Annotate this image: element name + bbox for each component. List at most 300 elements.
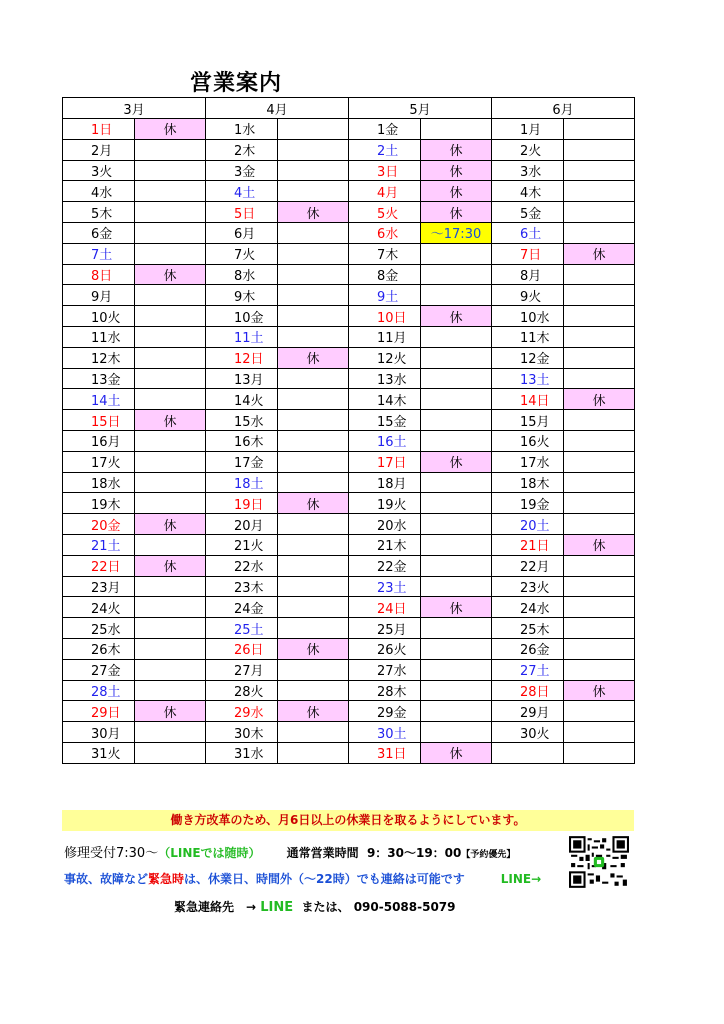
note-cell: [135, 430, 206, 451]
note-cell: [564, 326, 635, 347]
note-cell: [564, 638, 635, 659]
note-cell: [564, 202, 635, 223]
note-cell: [564, 347, 635, 368]
calendar-row: [63, 742, 635, 763]
note-cell: [278, 243, 349, 264]
note-cell: [278, 534, 349, 555]
note-cell: [278, 430, 349, 451]
date-cell: 12火: [349, 347, 421, 368]
date-cell: 4木: [492, 181, 564, 202]
date-cell: 27月: [206, 659, 278, 680]
date-cell: 27土: [492, 659, 564, 680]
date-cell: 20水: [349, 514, 421, 535]
date-cell: 26火: [349, 638, 421, 659]
note-cell: [421, 659, 492, 680]
note-cell: [278, 680, 349, 701]
date-cell: 24金: [206, 597, 278, 618]
note-cell: [421, 576, 492, 597]
emergency-text-a: 事故、故障など: [64, 872, 149, 886]
date-cell: 28土: [63, 680, 135, 701]
note-cell: [564, 514, 635, 535]
date-cell: 11土: [206, 326, 278, 347]
note-cell: [278, 597, 349, 618]
note-cell: [135, 618, 206, 639]
notice-banner: 働き方改革のため、月6日以上の休業日を取るようにしています。: [62, 810, 634, 831]
date-cell: 1日: [63, 119, 135, 140]
note-cell: [278, 368, 349, 389]
closed-day-cell: 休: [421, 181, 492, 202]
note-cell: [135, 181, 206, 202]
note-cell: [421, 555, 492, 576]
date-cell: 5日: [206, 202, 278, 223]
date-cell: 16土: [349, 430, 421, 451]
date-cell: 23土: [349, 576, 421, 597]
note-cell: [421, 243, 492, 264]
closed-day-cell: 休: [135, 410, 206, 431]
month-header: 4月: [206, 98, 349, 119]
note-cell: [421, 119, 492, 140]
date-cell: 11水: [63, 326, 135, 347]
date-cell: 29日: [63, 701, 135, 722]
date-cell: 20月: [206, 514, 278, 535]
note-cell: [135, 742, 206, 763]
closed-day-cell: 休: [135, 555, 206, 576]
note-cell: [135, 222, 206, 243]
note-cell: [135, 160, 206, 181]
note-cell: [421, 264, 492, 285]
date-cell: 28日: [492, 680, 564, 701]
month-header: 5月: [349, 98, 492, 119]
calendar-row: [63, 243, 635, 264]
date-cell: 22月: [492, 555, 564, 576]
note-cell: [278, 389, 349, 410]
date-cell: 2火: [492, 139, 564, 160]
calendar-row: [63, 222, 635, 243]
date-cell: 3金: [206, 160, 278, 181]
date-cell: 31水: [206, 742, 278, 763]
short-hours-cell: 〜17:30: [421, 222, 492, 243]
date-cell: 16月: [63, 430, 135, 451]
date-cell: 25月: [349, 618, 421, 639]
note-cell: [421, 347, 492, 368]
note-cell: [135, 680, 206, 701]
date-cell: 15月: [492, 410, 564, 431]
date-cell: 29水: [206, 701, 278, 722]
month-header: 3月: [63, 98, 206, 119]
note-cell: [564, 472, 635, 493]
month-header-row: [63, 98, 635, 119]
date-cell: 27水: [349, 659, 421, 680]
note-cell: [421, 514, 492, 535]
date-cell: 30月: [63, 722, 135, 743]
calendar-row: [63, 285, 635, 306]
date-cell: 15水: [206, 410, 278, 431]
note-cell: [564, 493, 635, 514]
note-cell: [564, 722, 635, 743]
month-header: 6月: [492, 98, 635, 119]
date-cell: 15金: [349, 410, 421, 431]
date-cell: 13金: [63, 368, 135, 389]
note-cell: [135, 451, 206, 472]
note-cell: [278, 160, 349, 181]
closed-day-cell: 休: [421, 139, 492, 160]
note-cell: [135, 493, 206, 514]
note-cell: [135, 472, 206, 493]
date-cell: 5火: [349, 202, 421, 223]
date-cell: 23月: [63, 576, 135, 597]
date-cell: 7木: [349, 243, 421, 264]
note-cell: [421, 534, 492, 555]
calendar-row: [63, 326, 635, 347]
date-cell: 9木: [206, 285, 278, 306]
date-cell: 21土: [63, 534, 135, 555]
date-cell: 12金: [492, 347, 564, 368]
note-cell: [278, 119, 349, 140]
date-cell: 3水: [492, 160, 564, 181]
note-cell: [278, 139, 349, 160]
calendar-row: [63, 534, 635, 555]
note-cell: [421, 285, 492, 306]
calendar-row: [63, 576, 635, 597]
note-cell: [278, 472, 349, 493]
note-cell: [564, 368, 635, 389]
calendar-row: [63, 139, 635, 160]
calendar-row: [63, 472, 635, 493]
date-cell: 7日: [492, 243, 564, 264]
date-cell: 24日: [349, 597, 421, 618]
calendar-row: [63, 701, 635, 722]
date-cell: 14火: [206, 389, 278, 410]
note-cell: [421, 722, 492, 743]
date-cell: 22金: [349, 555, 421, 576]
note-cell: [135, 638, 206, 659]
date-cell: 10火: [63, 306, 135, 327]
date-cell: 2木: [206, 139, 278, 160]
date-cell: 16木: [206, 430, 278, 451]
date-cell: 14木: [349, 389, 421, 410]
date-cell: 1金: [349, 119, 421, 140]
date-cell: 16火: [492, 430, 564, 451]
date-cell: 17日: [349, 451, 421, 472]
note-cell: [135, 368, 206, 389]
date-cell: 25水: [63, 618, 135, 639]
contact-phone[interactable]: 090-5088-5079: [353, 900, 456, 914]
date-cell: 22日: [63, 555, 135, 576]
date-cell: 18水: [63, 472, 135, 493]
note-cell: [135, 347, 206, 368]
calendar-row: [63, 638, 635, 659]
note-cell: [135, 659, 206, 680]
closed-day-cell: 休: [135, 701, 206, 722]
date-cell: 9月: [63, 285, 135, 306]
note-cell: [135, 306, 206, 327]
date-cell: 25木: [492, 618, 564, 639]
date-cell: 20金: [63, 514, 135, 535]
closed-day-cell: 休: [564, 389, 635, 410]
note-cell: [135, 326, 206, 347]
note-cell: [278, 264, 349, 285]
note-cell: [564, 597, 635, 618]
hours-line: [64, 842, 515, 861]
date-cell: 10水: [492, 306, 564, 327]
closed-day-cell: 休: [135, 514, 206, 535]
note-cell: [421, 410, 492, 431]
date-cell: 1水: [206, 119, 278, 140]
calendar-row: [63, 306, 635, 327]
note-cell: [564, 555, 635, 576]
date-cell: 8金: [349, 264, 421, 285]
calendar-row: [63, 160, 635, 181]
note-cell: [564, 451, 635, 472]
date-cell: 17火: [63, 451, 135, 472]
calendar-row: [63, 181, 635, 202]
date-cell: 21火: [206, 534, 278, 555]
note-cell: [278, 576, 349, 597]
closed-day-cell: 休: [421, 160, 492, 181]
date-cell: 30土: [349, 722, 421, 743]
date-cell: 2月: [63, 139, 135, 160]
note-cell: [278, 722, 349, 743]
date-cell: 13土: [492, 368, 564, 389]
date-cell: 10日: [349, 306, 421, 327]
emergency-line: [64, 870, 541, 887]
repair-label: 修理受付7:30〜: [64, 846, 159, 861]
contact-label: 緊急連絡先 →: [174, 900, 257, 914]
date-cell: 17水: [492, 451, 564, 472]
note-cell: [278, 514, 349, 535]
date-cell: 26日: [206, 638, 278, 659]
date-cell: 20土: [492, 514, 564, 535]
closed-day-cell: 休: [278, 347, 349, 368]
date-cell: 2土: [349, 139, 421, 160]
date-cell: 6水: [349, 222, 421, 243]
note-cell: [421, 618, 492, 639]
date-cell: 29金: [349, 701, 421, 722]
closed-day-cell: 休: [421, 597, 492, 618]
calendar-row: [63, 119, 635, 140]
note-cell: [564, 119, 635, 140]
note-cell: [564, 701, 635, 722]
note-cell: [564, 264, 635, 285]
note-cell: [421, 368, 492, 389]
hours-label: 通常営業時間: [286, 846, 359, 860]
date-cell: 8月: [492, 264, 564, 285]
date-cell: 24火: [63, 597, 135, 618]
calendar-row: [63, 347, 635, 368]
note-cell: [278, 306, 349, 327]
qr-code-icon[interactable]: [569, 836, 629, 888]
calendar-row: [63, 597, 635, 618]
note-cell: [278, 410, 349, 431]
date-cell: 18木: [492, 472, 564, 493]
date-cell: 6土: [492, 222, 564, 243]
closed-day-cell: 休: [278, 701, 349, 722]
note-cell: [135, 534, 206, 555]
date-cell: 27金: [63, 659, 135, 680]
page-title: 営業案内: [190, 71, 283, 96]
note-cell: [135, 139, 206, 160]
note-cell: [421, 680, 492, 701]
date-cell: 19日: [206, 493, 278, 514]
date-cell: 5木: [63, 202, 135, 223]
date-cell: 14土: [63, 389, 135, 410]
closed-day-cell: 休: [278, 493, 349, 514]
closed-day-cell: 休: [421, 202, 492, 223]
date-cell: 26木: [63, 638, 135, 659]
note-cell: [135, 597, 206, 618]
date-cell: 9火: [492, 285, 564, 306]
note-cell: [135, 243, 206, 264]
closed-day-cell: 休: [564, 243, 635, 264]
closed-day-cell: 休: [421, 451, 492, 472]
note-cell: [421, 326, 492, 347]
date-cell: 31火: [63, 742, 135, 763]
date-cell: 6月: [206, 222, 278, 243]
date-cell: 18月: [349, 472, 421, 493]
closed-day-cell: 休: [564, 534, 635, 555]
note-cell: [421, 389, 492, 410]
date-cell: 19火: [349, 493, 421, 514]
contact-or: または、: [301, 900, 350, 914]
date-cell: 13水: [349, 368, 421, 389]
calendar-row: [63, 514, 635, 535]
date-cell: 19金: [492, 493, 564, 514]
closed-day-cell: 休: [421, 306, 492, 327]
date-cell: 30木: [206, 722, 278, 743]
date-cell: 30火: [492, 722, 564, 743]
calendar-row: [63, 389, 635, 410]
line-arrow-link[interactable]: LINE→: [500, 872, 542, 886]
note-cell: [564, 222, 635, 243]
note-cell: [564, 306, 635, 327]
date-cell: 4土: [206, 181, 278, 202]
date-cell: 18土: [206, 472, 278, 493]
note-cell: [278, 659, 349, 680]
calendar-table: [62, 97, 635, 764]
date-cell: 4月: [349, 181, 421, 202]
contact-line: [174, 898, 456, 915]
date-cell: 29月: [492, 701, 564, 722]
date-cell: 13月: [206, 368, 278, 389]
note-cell: [564, 410, 635, 431]
closed-day-cell: 休: [135, 119, 206, 140]
date-cell: 28木: [349, 680, 421, 701]
calendar-row: [63, 618, 635, 639]
calendar-row: [63, 451, 635, 472]
note-cell: [135, 722, 206, 743]
date-cell: 24水: [492, 597, 564, 618]
date-cell: 26金: [492, 638, 564, 659]
closed-day-cell: 休: [135, 264, 206, 285]
calendar-row: [63, 202, 635, 223]
note-cell: [564, 160, 635, 181]
note-cell: [421, 638, 492, 659]
note-cell: [278, 742, 349, 763]
calendar-row: [63, 555, 635, 576]
date-cell: 28火: [206, 680, 278, 701]
note-cell: [564, 430, 635, 451]
calendar-row: [63, 410, 635, 431]
calendar-row: [63, 722, 635, 743]
note-cell: [135, 576, 206, 597]
note-cell: [135, 202, 206, 223]
closed-day-cell: 休: [278, 202, 349, 223]
date-cell: 22水: [206, 555, 278, 576]
date-cell: 12木: [63, 347, 135, 368]
calendar-row: [63, 264, 635, 285]
emergency-text-b: 緊急時: [148, 872, 185, 886]
date-cell: 23火: [492, 576, 564, 597]
date-cell: 3火: [63, 160, 135, 181]
calendar-row: [63, 493, 635, 514]
hours-note: 【予約優先】: [461, 850, 516, 860]
date-cell: 10金: [206, 306, 278, 327]
date-cell: 19木: [63, 493, 135, 514]
note-cell: [278, 285, 349, 306]
note-cell: [564, 139, 635, 160]
date-cell: 25土: [206, 618, 278, 639]
closed-day-cell: 休: [278, 638, 349, 659]
note-cell: [564, 181, 635, 202]
note-cell: [278, 618, 349, 639]
calendar-row: [63, 430, 635, 451]
note-cell: [421, 472, 492, 493]
date-cell: 8日: [63, 264, 135, 285]
note-cell: [135, 285, 206, 306]
note-cell: [278, 222, 349, 243]
closed-day-cell: 休: [421, 742, 492, 763]
note-cell: [421, 430, 492, 451]
calendar-row: [63, 680, 635, 701]
date-cell: 12日: [206, 347, 278, 368]
note-cell: [278, 555, 349, 576]
note-cell: [564, 285, 635, 306]
date-cell: 8水: [206, 264, 278, 285]
contact-line-link[interactable]: LINE: [260, 900, 294, 915]
hours-value: 9：30〜19：00: [366, 846, 462, 860]
emergency-text-c: は、休業日、時間外（〜22時）でも連絡は可能です: [184, 872, 465, 886]
date-cell: 9土: [349, 285, 421, 306]
date-cell: 21木: [349, 534, 421, 555]
date-cell: 11月: [349, 326, 421, 347]
date-cell: 15日: [63, 410, 135, 431]
closed-day-cell: 休: [564, 680, 635, 701]
date-cell: 21日: [492, 534, 564, 555]
date-cell: 5金: [492, 202, 564, 223]
date-cell: 6金: [63, 222, 135, 243]
note-cell: [564, 576, 635, 597]
date-cell: [492, 742, 564, 763]
date-cell: 17金: [206, 451, 278, 472]
date-cell: 23木: [206, 576, 278, 597]
note-cell: [564, 742, 635, 763]
note-cell: [564, 659, 635, 680]
calendar-row: [63, 659, 635, 680]
date-cell: 4水: [63, 181, 135, 202]
note-cell: [278, 326, 349, 347]
date-cell: 31日: [349, 742, 421, 763]
date-cell: 14日: [492, 389, 564, 410]
date-cell: 3日: [349, 160, 421, 181]
note-cell: [278, 181, 349, 202]
repair-line-note: （LINEでは随時）: [158, 846, 261, 860]
calendar-row: [63, 368, 635, 389]
note-cell: [278, 451, 349, 472]
note-cell: [421, 493, 492, 514]
note-cell: [421, 701, 492, 722]
date-cell: 11木: [492, 326, 564, 347]
calendar-body: [63, 119, 635, 764]
